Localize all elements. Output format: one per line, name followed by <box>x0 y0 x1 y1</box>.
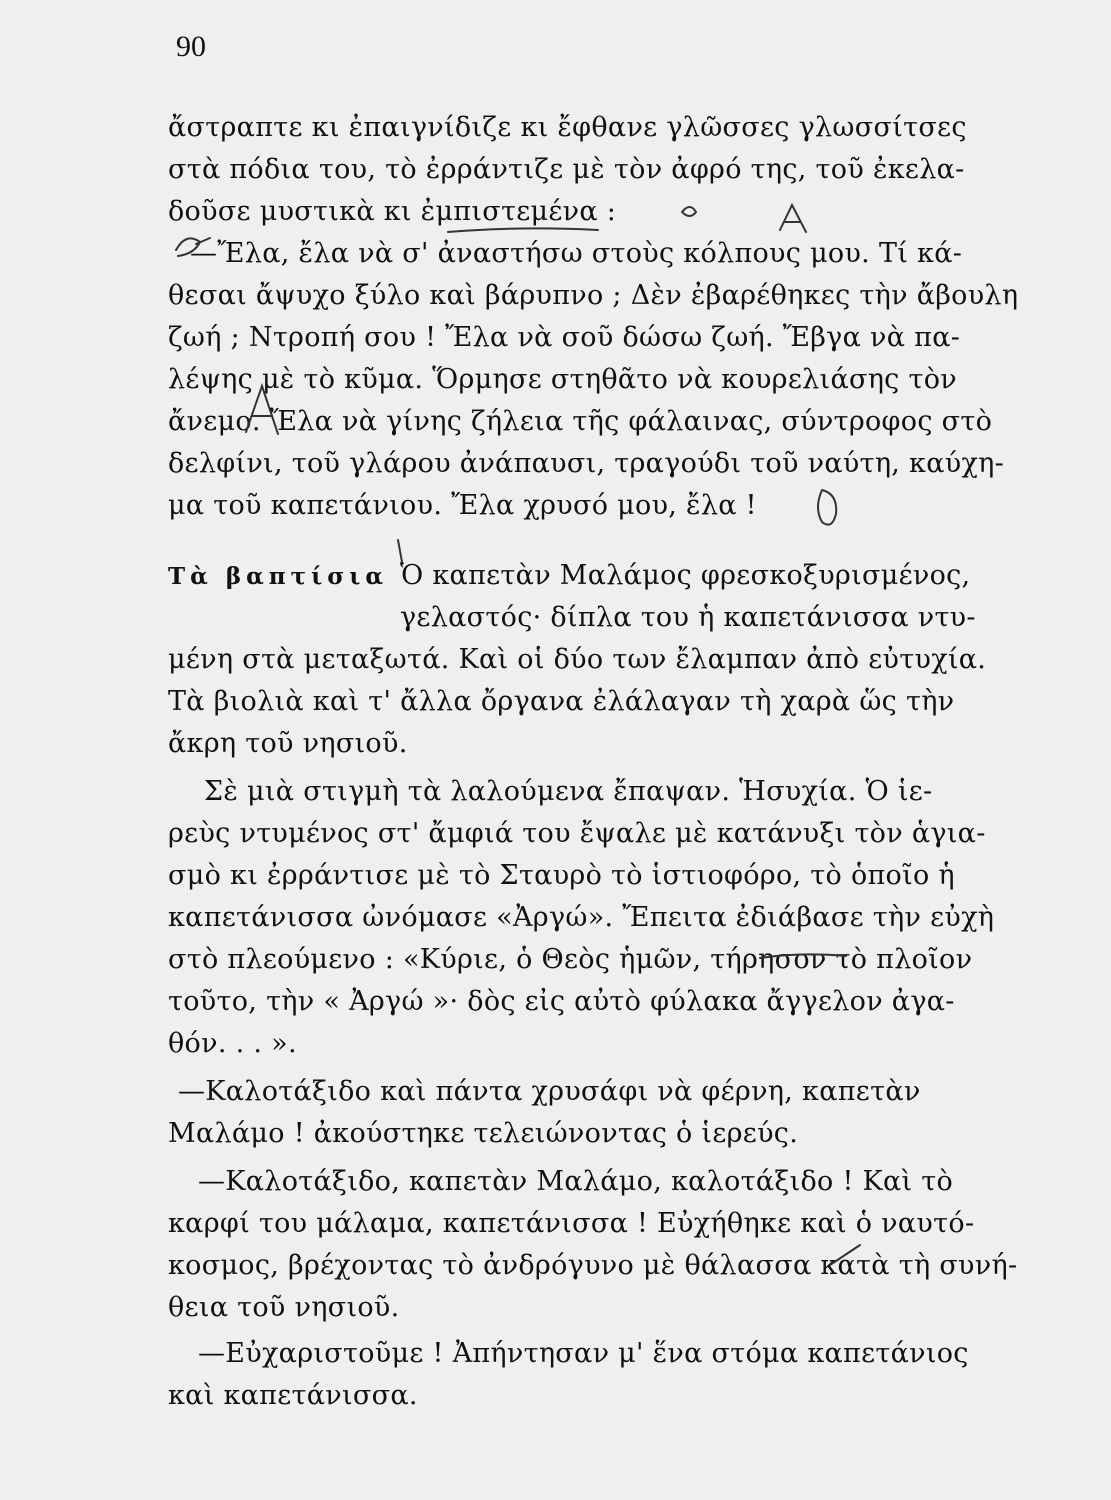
text-line: κοσμος, βρέχοντας τὸ ἀνδρόγυνο μὲ θάλασσα κατὰ τὴ συνή- <box>168 1250 1018 1281</box>
text-line: Τὰ βιολιὰ καὶ τ' ἄλλα ὄργανα ἐλάλαγαν τὴ χαρὰ ὥς τὴν <box>168 686 955 717</box>
text-line: ζωή ; Ντροπή σου ! Ἔλα νὰ σοῦ δώσω ζωή. Ἔβγα νὰ πα- <box>168 322 961 353</box>
side-heading: Τὰ βαπτίσια <box>168 563 389 590</box>
text-line: —Καλοτάξιδο, καπετὰν Μαλάμο, καλοτάξιδο ! Καὶ τὸ <box>198 1166 954 1197</box>
text-line: —Εὐχαριστοῦμε ! Ἀπήντησαν μ' ἕνα στόμα καπετάνιος <box>198 1338 969 1369</box>
text-line: στὰ πόδια του, τὸ ἐρράντιζε μὲ τὸν ἀφρό της, τοῦ ἐκελα- <box>168 154 965 185</box>
text-line: θεια τοῦ νησιοῦ. <box>168 1292 400 1323</box>
text-line: σμὸ κι ἐρράντισε μὲ τὸ Σταυρὸ τὸ ἱστιοφόρο, τὸ ὁποῖο ἡ <box>168 860 955 891</box>
text-line: Μαλάμο ! ἀκούστηκε τελειώνοντας ὁ ἱερεύς. <box>168 1118 799 1149</box>
text-line: τοῦτο, τὴν « Ἀργώ »· δὸς εἰς αὐτὸ φύλακα ἄγγελον ἀγα- <box>168 986 955 1017</box>
text-line: δελφίνι, τοῦ γλάρου ἀνάπαυσι, τραγούδι τοῦ ναύτη, καύχη- <box>168 448 1005 479</box>
text-line: γελαστός· δίπλα του ἡ καπετάνισσα ντυ- <box>400 602 976 633</box>
text-line: καπετάνισσα ὠνόμασε «Ἀργώ». Ἔπειτα ἐδιάβασε τὴν εὐχὴ <box>168 902 995 933</box>
text-line: στὸ πλεούμενο : «Κύριε, ὁ Θεὸς ἡμῶν, τήρησον τὸ πλοῖον <box>168 944 973 975</box>
text-line: —Ἔλα, ἔλα νὰ σ' ἀναστήσω στοὺς κόλπους μου. Τί κά- <box>190 238 963 269</box>
text-line: καὶ καπετάνισσα. <box>168 1380 418 1411</box>
text-line: καρφί του μάλαμα, καπετάνισσα ! Εὐχήθηκε καὶ ὁ ναυτό- <box>168 1208 975 1239</box>
text-line: ἄκρη τοῦ νησιοῦ. <box>168 728 408 759</box>
text-line: Ὁ καπετὰν Μαλάμος φρεσκοξυρισμένος, <box>400 560 971 591</box>
text-line: Σὲ μιὰ στιγμὴ τὰ λαλούμενα ἔπαψαν. Ἡσυχία. Ὁ ἱε- <box>204 776 933 807</box>
page-number: 90 <box>176 30 206 63</box>
text-line: μένη στὰ μεταξωτά. Καὶ οἱ δύο των ἔλαμπαν ἀπὸ εὐτυχία. <box>168 644 987 675</box>
text-line: —Καλοτάξιδο καὶ πάντα χρυσάφι νὰ φέρνη, καπετὰν <box>178 1076 921 1107</box>
text-line: λέψης μὲ τὸ κῦμα. Ὅρμησε στηθᾶτο νὰ κουρελιάσης τὸν <box>168 364 957 395</box>
text-line: ἄνεμο. Ἔλα νὰ γίνης ζήλεια τῆς φάλαινας, σύντροφος στὸ <box>168 406 993 437</box>
text-line: ρεὺς ντυμένος στ' ἄμφιά του ἔψαλε μὲ κατάνυξι τὸν ἁγια- <box>168 818 986 849</box>
text-line: ἄστραπτε κι ἐπαιγνίδιζε κι ἔφθανε γλῶσσες γλωσσίτσες <box>168 112 967 143</box>
text-line: θεσαι ἄψυχο ξύλο καὶ βάρυπνο ; Δὲν ἐβαρέθηκες τὴν ἄβουλη <box>168 280 1019 311</box>
text-line: θόν. . . ». <box>168 1028 297 1059</box>
text-line: μα τοῦ καπετάνιου. Ἔλα χρυσό μου, ἔλα ! <box>168 490 757 521</box>
text-line: δοῦσε μυστικὰ κι ἐμπιστεμένα : <box>168 196 617 227</box>
